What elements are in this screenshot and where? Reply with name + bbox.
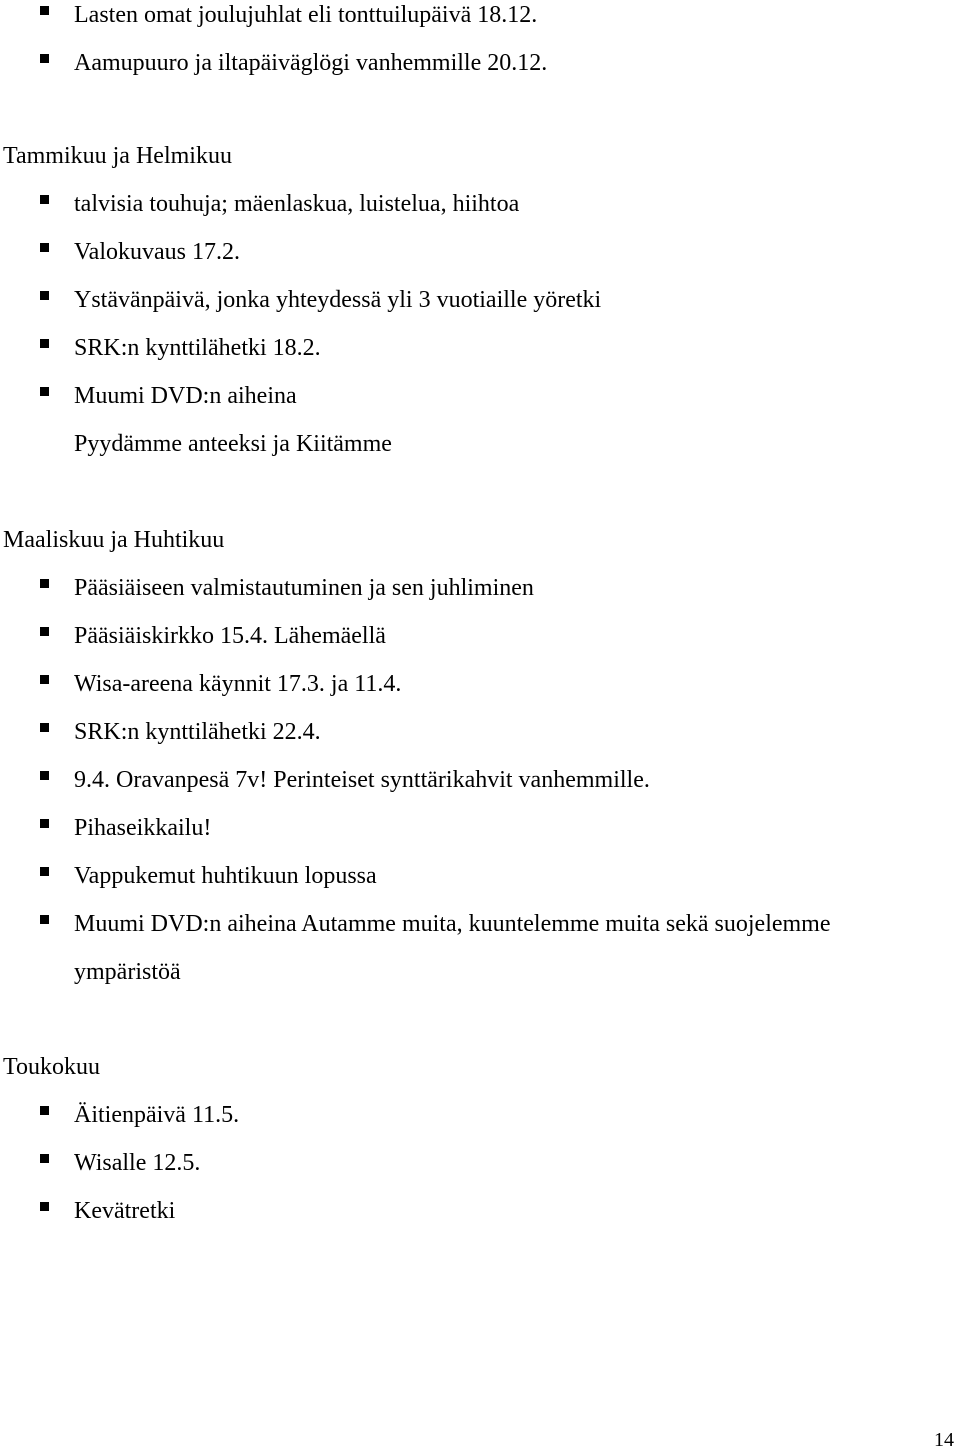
list-item: Muumi DVD:n aiheina Autamme muita, kuuntelemme muita sekä suojelemme — [74, 911, 831, 937]
bullet-marker — [40, 819, 49, 828]
list-item: Kevätretki — [74, 1198, 176, 1224]
list-item: Pääsiäiskirkko 15.4. Lähemäellä — [74, 623, 386, 649]
list-item: 9.4. Oravanpesä 7v! Perinteiset synttärikahvit vanhemmille. — [74, 767, 650, 793]
bullet-marker — [40, 387, 49, 396]
bullet-marker — [40, 915, 49, 924]
list-item: Pääsiäiseen valmistautuminen ja sen juhliminen — [74, 575, 534, 601]
list-item: Valokuvaus 17.2. — [74, 239, 240, 265]
list-item: Pihaseikkailu! — [74, 815, 212, 841]
list-item: Muumi DVD:n aiheina — [74, 383, 297, 409]
bullet-marker — [40, 291, 49, 300]
bullet-marker — [40, 243, 49, 252]
bullet-marker — [40, 1154, 49, 1163]
bullet-marker — [40, 627, 49, 636]
list-item: SRK:n kynttilähetki 18.2. — [74, 335, 321, 361]
list-item: Wisalle 12.5. — [74, 1150, 201, 1176]
bullet-marker — [40, 867, 49, 876]
bullet-marker — [40, 195, 49, 204]
bullet-marker — [40, 6, 49, 15]
list-item-continuation: ympäristöä — [74, 959, 181, 985]
bullet-marker — [40, 723, 49, 732]
page-number: 14 — [934, 1429, 954, 1451]
bullet-marker — [40, 579, 49, 588]
list-item: Vappukemut huhtikuun lopussa — [74, 863, 377, 889]
list-item: SRK:n kynttilähetki 22.4. — [74, 719, 321, 745]
list-item: Ystävänpäivä, jonka yhteydessä yli 3 vuotiaille yöretki — [74, 287, 602, 313]
bullet-marker — [40, 771, 49, 780]
list-item: Lasten omat joulujuhlat eli tonttuilupäivä 18.12. — [74, 2, 538, 28]
section-heading: Maaliskuu ja Huhtikuu — [3, 527, 225, 553]
list-item: Wisa-areena käynnit 17.3. ja 11.4. — [74, 671, 402, 697]
bullet-marker — [40, 54, 49, 63]
section-heading: Tammikuu ja Helmikuu — [3, 143, 232, 169]
list-item: talvisia touhuja; mäenlaskua, luistelua, hiihtoa — [74, 191, 520, 217]
bullet-marker — [40, 339, 49, 348]
bullet-marker — [40, 1106, 49, 1115]
bullet-marker — [40, 1202, 49, 1211]
list-item-continuation: Pyydämme anteeksi ja Kiitämme — [74, 431, 392, 457]
list-item: Äitienpäivä 11.5. — [74, 1102, 240, 1128]
bullet-marker — [40, 675, 49, 684]
section-heading: Toukokuu — [3, 1054, 100, 1080]
list-item: Aamupuuro ja iltapäiväglögi vanhemmille 20.12. — [74, 50, 548, 76]
